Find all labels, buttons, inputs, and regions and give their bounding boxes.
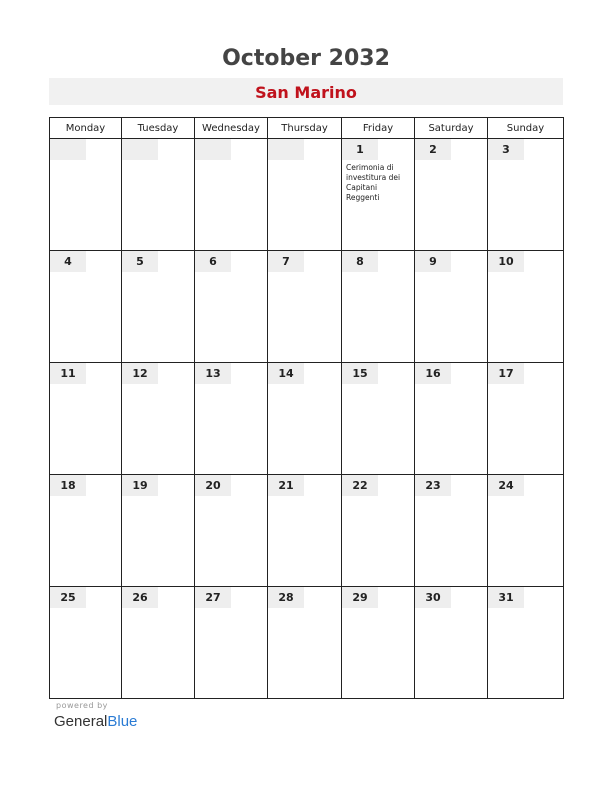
day-cell	[50, 587, 122, 699]
day-cell	[122, 251, 195, 363]
day-number: 23	[415, 475, 451, 496]
empty-day-marker	[122, 139, 158, 160]
day-cell	[122, 475, 195, 587]
day-number: 17	[488, 363, 524, 384]
empty-day-marker	[268, 139, 304, 160]
day-cell	[342, 251, 415, 363]
empty-day-marker	[195, 139, 231, 160]
day-cell	[50, 139, 122, 251]
week-row	[50, 475, 564, 587]
day-cell	[415, 139, 488, 251]
day-cell	[415, 251, 488, 363]
day-cell	[415, 475, 488, 587]
day-cell	[195, 139, 268, 251]
weekday-header: Thursday	[268, 118, 342, 139]
day-number: 18	[50, 475, 86, 496]
day-number: 13	[195, 363, 231, 384]
day-number: 5	[122, 251, 158, 272]
week-row	[50, 363, 564, 475]
day-cell	[195, 251, 268, 363]
day-cell	[195, 475, 268, 587]
day-number: 24	[488, 475, 524, 496]
day-number: 16	[415, 363, 451, 384]
day-cell	[122, 139, 195, 251]
day-number: 31	[488, 587, 524, 608]
day-number: 1	[342, 139, 378, 160]
country-banner	[49, 78, 563, 105]
day-cell	[488, 587, 564, 699]
weekday-header: Sunday	[488, 118, 564, 139]
brand-blue-text: Blue	[107, 713, 138, 730]
generalblue-logo[interactable]	[54, 713, 137, 730]
day-number: 21	[268, 475, 304, 496]
day-number: 10	[488, 251, 524, 272]
day-number: 6	[195, 251, 231, 272]
day-number: 19	[122, 475, 158, 496]
day-cell	[122, 363, 195, 475]
day-cell	[122, 587, 195, 699]
day-cell	[268, 139, 342, 251]
day-cell	[342, 475, 415, 587]
day-number: 25	[50, 587, 86, 608]
day-number: 11	[50, 363, 86, 384]
day-number: 27	[195, 587, 231, 608]
day-cell	[488, 363, 564, 475]
day-cell	[268, 251, 342, 363]
calendar-grid	[49, 117, 564, 699]
day-number: 7	[268, 251, 304, 272]
country-name: San Marino	[255, 83, 357, 102]
day-number: 9	[415, 251, 451, 272]
day-number: 29	[342, 587, 378, 608]
weekday-header: Friday	[342, 118, 415, 139]
day-number: 28	[268, 587, 304, 608]
day-cell	[50, 475, 122, 587]
day-number: 14	[268, 363, 304, 384]
day-cell	[268, 363, 342, 475]
day-cell	[195, 587, 268, 699]
powered-by-label: powered by	[56, 701, 108, 710]
weekday-header: Saturday	[415, 118, 488, 139]
week-row	[50, 139, 564, 251]
day-cell	[488, 475, 564, 587]
holiday-event: Cerimonia di investitura dei Capitani Reggenti	[346, 163, 401, 202]
day-number: 2	[415, 139, 451, 160]
week-row	[50, 251, 564, 363]
day-cell	[342, 139, 415, 251]
day-cell	[268, 587, 342, 699]
day-number: 20	[195, 475, 231, 496]
day-number: 26	[122, 587, 158, 608]
day-number: 30	[415, 587, 451, 608]
day-cell	[342, 363, 415, 475]
weekday-header: Wednesday	[195, 118, 268, 139]
day-cell	[488, 251, 564, 363]
day-cell	[415, 587, 488, 699]
day-cell	[488, 139, 564, 251]
page-title: October 2032	[222, 46, 390, 71]
day-cell	[195, 363, 268, 475]
day-cell	[415, 363, 488, 475]
week-row	[50, 587, 564, 699]
weekday-header: Tuesday	[122, 118, 195, 139]
weekday-header-row	[50, 118, 564, 139]
day-number: 22	[342, 475, 378, 496]
day-number: 8	[342, 251, 378, 272]
brand-general-text: General	[54, 713, 108, 730]
day-cell	[342, 587, 415, 699]
weekday-header: Monday	[50, 118, 122, 139]
empty-day-marker	[50, 139, 86, 160]
day-cell	[50, 251, 122, 363]
day-number: 12	[122, 363, 158, 384]
day-number: 4	[50, 251, 86, 272]
day-cell	[268, 475, 342, 587]
day-number: 15	[342, 363, 378, 384]
day-cell	[50, 363, 122, 475]
day-number: 3	[488, 139, 524, 160]
